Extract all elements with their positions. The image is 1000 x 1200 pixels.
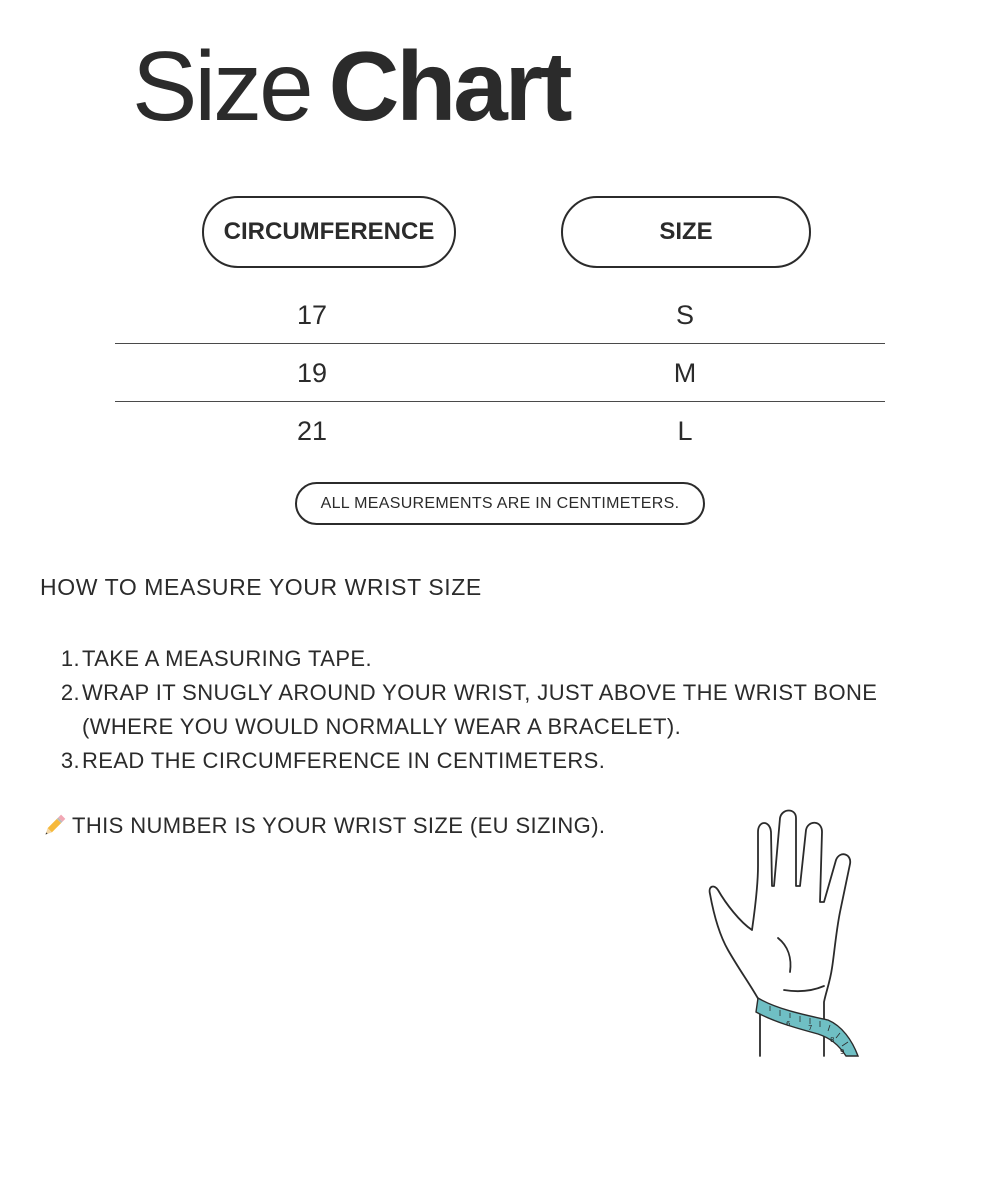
page-title: [132, 28, 570, 146]
circumference-cell: 21: [296, 416, 328, 446]
step-text: READ THE CIRCUMFERENCE IN CENTIMETERS.: [82, 748, 606, 773]
circumference-cell: 17: [296, 300, 328, 330]
tip-text: THIS NUMBER IS YOUR WRIST SIZE (EU SIZING).: [72, 813, 606, 838]
table-row: [115, 402, 885, 460]
step-number: 2.: [60, 680, 80, 705]
step-number: 3.: [60, 748, 80, 773]
list-item: [40, 744, 1000, 778]
step-text: WRAP IT SNUGLY AROUND YOUR WRIST, JUST ABOVE THE WRIST BONE: [82, 680, 878, 705]
pencil-icon: [40, 812, 68, 840]
list-item: [40, 642, 1000, 676]
table-row: [115, 286, 885, 344]
tip-line: [40, 812, 605, 840]
step-text: TAKE A MEASURING TAPE.: [82, 646, 372, 671]
step-number: 1.: [60, 646, 80, 671]
title-light-word: Size: [132, 31, 311, 141]
table-row: [115, 344, 885, 402]
tape-mark: 9: [840, 1048, 845, 1056]
tape-mark: 6: [786, 1020, 791, 1028]
hand-measuring-illustration: [700, 806, 870, 1058]
title-bold-word: Chart: [328, 31, 570, 141]
units-note: ALL MEASUREMENTS ARE IN CENTIMETERS.: [295, 482, 705, 525]
header-size: SIZE: [561, 196, 811, 268]
tape-mark: 8: [830, 1036, 835, 1044]
step-text-continued: (WHERE YOU WOULD NORMALLY WEAR A BRACELET).: [82, 714, 682, 739]
header-circumference: CIRCUMFERENCE: [202, 196, 456, 268]
size-cell: M: [673, 358, 697, 388]
size-cell: S: [675, 300, 694, 330]
size-cell: L: [677, 416, 693, 446]
circumference-cell: 19: [296, 358, 328, 388]
tape-mark: 7: [808, 1024, 813, 1032]
instructions-heading: HOW TO MEASURE YOUR WRIST SIZE: [40, 574, 482, 600]
size-table: [115, 286, 885, 460]
instruction-steps: [40, 642, 1000, 778]
list-item: [40, 676, 1000, 744]
